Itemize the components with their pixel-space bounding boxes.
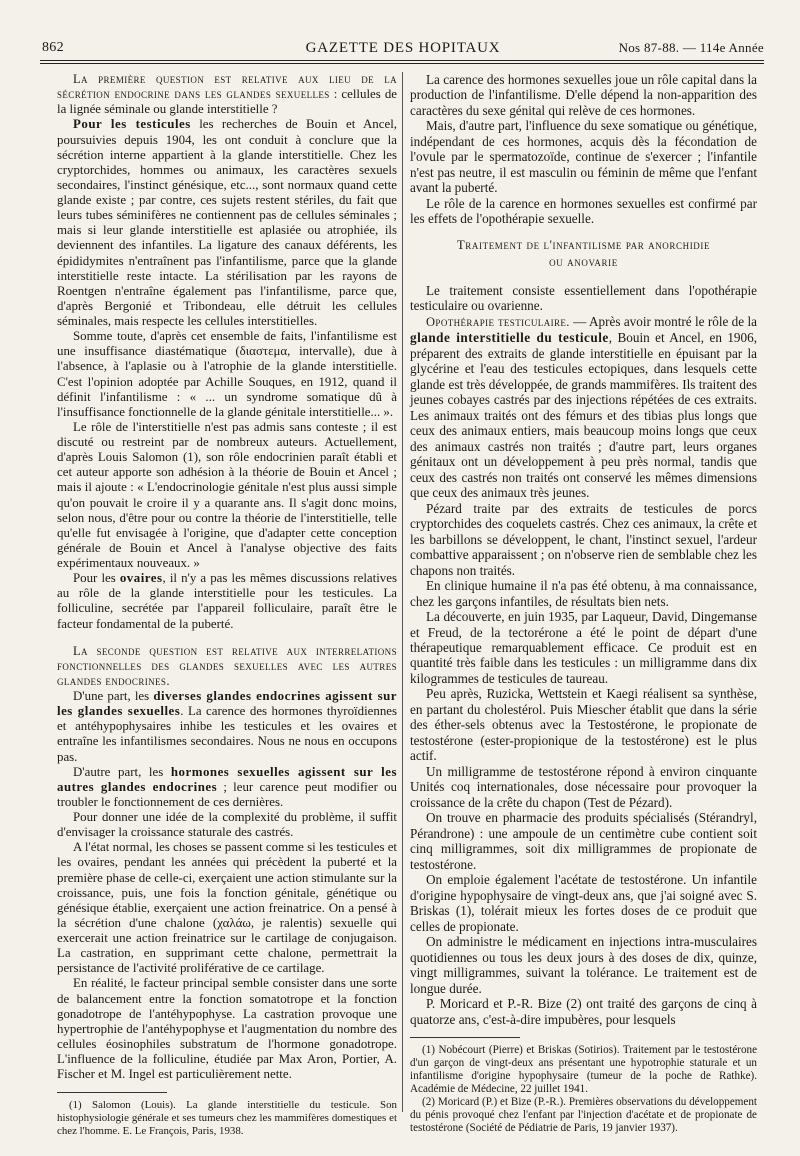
emphasis: Pour les testicules [73, 117, 191, 132]
paragraph [410, 810, 757, 872]
paragraph [57, 644, 397, 689]
paragraph-lead: Pour les [73, 571, 120, 586]
paragraph-text: A l'état normal, les choses se passent comme si les testicules et les ovaires, pendant les années qui précèdent la puberté et la première phase de celle-ci, exerçaient une action stimulante sur la croissance, puis, une fois la fonction génitale, génétique ou génésique établie, exerçaient une action freinatrice. On a pensé à la sécrétion d'une chalone (χαλάω, je ralentis) sexuelle qui exercerait une action freinatrice sur le cartilage de conjugaison. La castration, en supprimant cette chalone, permettrait la persistance de l'activité proliférative de ce cartilage. [57, 840, 397, 976]
paragraph [410, 501, 757, 578]
paragraph: Mais, d'autre part, l'influence du sexe somatique ou génétique, indépendant de ces hormones, acquis dès la fécondation de l'ovule par le spermatozoïde, continue de s'exercer ; l'infantile n'est pas neutre, il est masculin ou féminin de même que l'enfant avant la puberté. [410, 118, 757, 196]
emphasis: diverses glandes endocrines agissent sur les glandes sexuelles [57, 689, 397, 719]
paragraph [410, 872, 757, 934]
paragraph-text: , Bouin et Ancel, en 1906, préparent des extraits de glande interstitielle en épuisant par la glycérine et l'eau des testicules ectopiques, dans lesquels cette glande est très développée, de grands mammifères. Ils traitent des jeunes cobayes castrés par des injections répétées de ces extraits. Les animaux traités ont des fémurs et des tibias plus longs que ceux des animaux entiers, mais beaucoup moins longs que ceux des animaux castrés non traités ; d'autre part, leurs organes génitaux ont un développement à peu près normal, tandis que ceux des castrés non traités ont conservé les mêmes dimensions que ceux des animaux très jeunes. [410, 330, 757, 501]
paragraph-text: Pézard traite par des extraits de testicules de porcs cryptorchides des coquelets castrés. Chez ces animaux, la crête et les barbillons se développent, le chant, l'instinct sexuel, l'ardeur combattive apparaissent ; on n'observe rien de semblable chez les chapons non traités. [410, 500, 757, 578]
paragraph [410, 686, 757, 763]
paragraph-lead: La seconde question est relative aux interrelations fonctionnelles des glandes sexuelles avec les autres glandes endocrines [57, 643, 397, 688]
paragraph [410, 764, 757, 810]
footnote: (1) Nobécourt (Pierre) et Briskas (Sotirios). Traitement par le testostérone d'un garçon de vingt-deux ans présentant une hypotrophie staturale et un infantilisme d'origine hypophysaire (tumeur de la poche de Rathke). Académie de Médecine, 22 juillet 1941. [410, 1044, 757, 1096]
paragraph [410, 996, 757, 1027]
paragraph: La carence des hormones sexuelles joue un rôle capital dans la production de l'infantilisme. D'elle dépend la non-apparition des caractères du sexe génital qui relève de ces hormones. [410, 72, 757, 118]
paragraph [57, 72, 397, 117]
paragraph-text: En clinique humaine il n'a pas été obtenu, à ma connaissance, chez les garçons infantiles, de résultats bien nets. [410, 578, 757, 609]
paragraph-text: Un milligramme de testostérone répond à environ cinquante Unités coq internationales, dose nécessaire pour provoquer la croissance de la crête du chapon (Test de Pézard). [410, 763, 757, 810]
paragraph-text: Pour donner une idée de la complexité du problème, il suffit d'envisager la croissance staturale des castrés. [57, 810, 397, 840]
footnotes [57, 1099, 397, 1137]
paragraph-text: En réalité, le facteur principal semble consister dans une sorte de balancement entre la fonction somatotrope et la fonction gonadotrope de l'antéhypophyse. La castration provoque une hypertrophie de l'antéhypophyse et l'augmentation du nombre des cellules éosinophiles substratum de l'hormone gonadotrope. L'influence de la folliculine, étudiée par Max Aron, Portier, A. Fischer et M. Ingel est particulièrement nette. [57, 976, 397, 1082]
section-title-line: ou anovarie [549, 254, 618, 269]
page-number: 862 [42, 40, 64, 55]
paragraph-text: Somme toute, d'après cet ensemble de faits, l'infantilisme est une insuffisance diastématique (διαστεμα, intervalle), due à l'absence, à l'aplasie ou à l'atrophie de la glande interstitielle. C'est l'opinion adoptée par Achille Souques, en 1912, quand il définit l'infantilisme : « ... un syndrome somatique dû à l'insuffisance fonctionnelle de la glande génitale interstitielle... ». [57, 329, 397, 419]
paragraph-text: On trouve en pharmacie des produits spécialisés (Stérandryl, Pérandrone) : une ampoule de un centimètre cube contient soit cinq milligrammes, soit dix milligrammes de propionate de testostérone. [410, 810, 757, 872]
page-header [42, 40, 764, 60]
paragraph-lead: Opothérapie testiculaire. [426, 314, 570, 329]
section-title-line: Traitement de l'infantilisme par anorchidie [456, 237, 711, 252]
paragraph-text: , il n'y a pas les mêmes discussions relatives au rôle de la glande interstitielle pour les testicules. La folliculine, secrétée par l'appareil folliculaire, paraît être le facteur fondamental de la puberté. [57, 571, 397, 631]
paragraph [410, 609, 757, 686]
paragraph-lead: — Après avoir montré le rôle de la [569, 313, 757, 329]
paragraph [57, 765, 397, 810]
paragraph [57, 689, 397, 765]
paragraph-lead: La première question est relative aux lieu de la sécrétion endocrine dans les glandes sexuelles [57, 72, 397, 102]
paragraph-text: Peu après, Ruzicka, Wettstein et Kaegi réalisent sa synthèse, en partant du cholestérol. Puis Miescher établit que dans la série des éther-sels obtenus avec la Testostérone, le propionate de testostérone (ester-propionique de la testostérone) est le plus actif. [410, 686, 757, 764]
paragraph-text: ; leur carence peut modifier ou troubler le fonctionnement de ces dernières. [57, 779, 397, 809]
paragraph [57, 810, 397, 840]
issue-info: Nos 87-88. — 114e Année [618, 40, 764, 55]
paragraph-text: les recherches de Bouin et Ancel, poursuivies depuis 1904, les ont conduit à conclure que la sécrétion interne appartient à la glande interstitielle. Chez les cryptorchides, hommes ou animaux, les caractères sexuels secondaires, l'instinct génésique, etc..., sont normaux quand cette glande existe ; par contre, ces sujets restent stériles, du fait que leurs tubes séminifères ne contiennent pas de cellules séminales ; mais si leur glande interstitielle est aplasiée ou atrophiée, ils deviennent des infantiles. La ligature des canaux déférents, les épididymites n'entraînent pas l'infantilisme, parce que la glande interstitielle reste intacte. La stérilisation par les rayons de Roentgen n'entraîne également pas l'infantilisme, parce que, d'après Bergonié et Tribondeau, elle détruit les cellules séminales, mais respecte les cellules interstitielles. [57, 117, 398, 328]
footnote-rule [57, 1092, 167, 1093]
emphasis: hormones sexuelles agissent sur les autres glandes endocrines [57, 764, 397, 794]
paragraph [57, 420, 397, 571]
emphasis: glande interstitielle du testicule [410, 330, 609, 346]
paragraph [410, 934, 757, 996]
footnote: (1) Salomon (Louis). La glande interstitielle du testicule. Son histophysiologie générale et ses tumeurs chez les mammifères domestiques et chez l'homme. E. Le François, Paris, 1938. [57, 1099, 397, 1137]
header-rule-thin [40, 63, 764, 64]
footnote-rule [410, 1037, 520, 1038]
paragraph-text: . [166, 673, 170, 688]
journal-title: GAZETTE DES HOPITAUX [305, 40, 501, 56]
right-column [410, 72, 757, 1135]
paragraph-text: Le rôle de l'interstitielle n'est pas admis sans conteste ; il est discuté ou restreint par de nombreux auteurs. Actuellement, d'après Louis Salomon (1), son rôle endocrinien paraît établi et cet auteur apporte son adhésion à la théorie de Bouin et Ancel ; mais il ajoute : « L'endocrinologie génitale n'est plus aussi simple qu'on pouvait le croire il y a quarante ans. Il s'agit donc moins, selon nous, d'être pour ou contre la théorie de l'interstitielle, telle qu'elle fut envisagée à l'origine, que d'adapter cette conception générale de Bouin et Ancel à l'analyse objective des faits expérimentaux nouveaux. » [57, 419, 397, 570]
paragraph-text: On administre le médicament en injections intra-musculaires quotidiennes ou tous les deux jours à des doses de dix, quinze, vingt milligrammes, suivant la tolérance. Le traitement est de longue durée. [410, 934, 757, 996]
paragraph [410, 578, 757, 609]
paragraph-text: La découverte, en juin 1935, par Laqueur, David, Dingemanse et Freud, de la tectorérone a été le point de départ d'une thérapeutique remarquablement efficace. Ce produit est en quantité très faible dans les testicules : un milligramme dans dix kilogrammes de testicules de taureau. [410, 609, 757, 686]
paragraph [57, 117, 397, 329]
section-title [410, 237, 757, 271]
emphasis: ovaires [119, 571, 163, 586]
left-column [57, 72, 397, 1138]
column-divider [402, 72, 403, 1112]
paragraph [57, 976, 397, 1082]
header-rule-thick [40, 60, 764, 61]
paragraph [57, 571, 397, 632]
paragraph-text: Le traitement consiste essentiellement dans l'opothérapie testiculaire ou ovarienne. [410, 282, 757, 314]
paragraph-text: : cellules de la lignée séminale ou glande interstitielle ? [57, 87, 397, 117]
footnotes [410, 1044, 757, 1135]
paragraph-lead: D'autre part, les [73, 764, 171, 779]
paragraph [57, 840, 397, 976]
paragraph: Le rôle de la carence en hormones sexuelles est confirmé par les effets de l'opothérapie sexuelle. [410, 195, 757, 227]
paragraph-lead: D'une part, les [73, 689, 154, 703]
paragraph [410, 314, 757, 501]
paragraph-text: . La carence des hormones thyroïdiennes et antéhypophysaires inhibe les testicules et les ovaires et entraîne les infantilismes secondaires. Nous ne nous en occupons pas. [57, 704, 398, 764]
paragraph-text: P. Moricard et P.-R. Bize (2) ont traité des garçons de cinq à quatorze ans, c'est-à-dire impubères, pour lesquels [410, 996, 757, 1027]
footnote: (2) Moricard (P.) et Bize (P.-R.). Premières observations du développement du pénis provoqué chez l'enfant par l'injection d'acétate et de propionate de testostérone (Société de Pédiatrie de Paris, 19 janvier 1937). [410, 1096, 757, 1135]
paragraph [410, 283, 757, 314]
paragraph-text: On emploie également l'acétate de testostérone. Un infantile d'origine hypophysaire de vingt-deux ans, que j'ai soigné avec S. Briskas (1), tolérait mieux les fortes doses de ce produit que celles de propionate. [410, 872, 757, 934]
paragraph [57, 329, 397, 420]
